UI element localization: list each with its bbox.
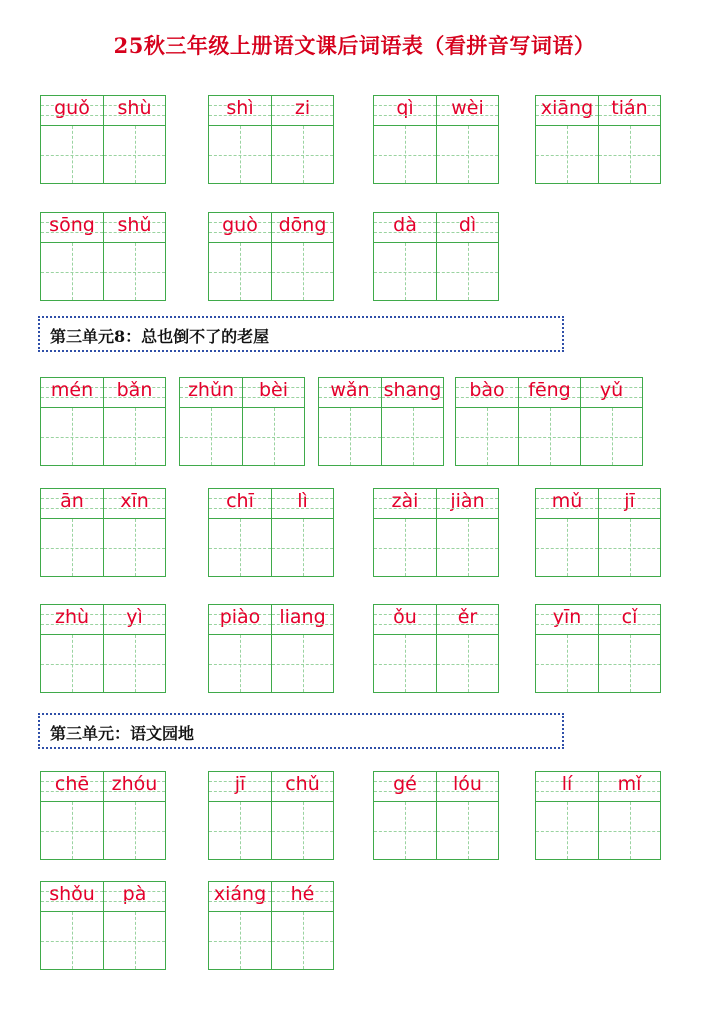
word-box	[535, 604, 661, 693]
char-cell	[209, 882, 271, 969]
word-box	[208, 881, 334, 970]
char-cell	[381, 378, 443, 465]
word-box	[535, 95, 661, 184]
writing-grid[interactable]	[180, 408, 242, 465]
writing-grid[interactable]	[41, 912, 103, 969]
writing-grid[interactable]	[437, 126, 498, 183]
writing-grid[interactable]	[104, 912, 165, 969]
pinyin-label: dà	[393, 214, 417, 236]
char-cell	[103, 96, 165, 183]
char-cell	[103, 213, 165, 300]
char-cell	[518, 378, 580, 465]
char-cell	[436, 605, 498, 692]
writing-grid[interactable]	[319, 408, 381, 465]
writing-grid[interactable]	[104, 243, 165, 300]
writing-grid[interactable]	[374, 126, 436, 183]
writing-grid[interactable]	[536, 635, 598, 692]
pinyin-label: shǔ	[117, 214, 152, 236]
char-cell	[180, 378, 242, 465]
char-cell	[374, 772, 436, 859]
writing-grid[interactable]	[104, 802, 165, 859]
writing-grid[interactable]	[41, 802, 103, 859]
char-cell	[271, 772, 333, 859]
section-header	[38, 713, 564, 749]
pinyin-label: mén	[50, 379, 94, 401]
char-cell	[209, 213, 271, 300]
writing-grid[interactable]	[382, 408, 443, 465]
char-cell	[242, 378, 304, 465]
pinyin-label: jī	[234, 773, 246, 795]
char-cell	[319, 378, 381, 465]
pinyin-label: liang	[279, 606, 326, 628]
word-box	[40, 377, 166, 466]
writing-grid[interactable]	[536, 126, 598, 183]
word-box	[208, 488, 334, 577]
pinyin-label: sōng	[49, 214, 95, 236]
pinyin-label: dōng	[278, 214, 327, 236]
writing-grid[interactable]	[374, 243, 436, 300]
pinyin-label: shǒu	[49, 883, 95, 905]
pinyin-label: shang	[383, 379, 442, 401]
char-cell	[598, 96, 660, 183]
writing-grid[interactable]	[209, 912, 271, 969]
writing-grid[interactable]	[41, 126, 103, 183]
pinyin-label: jiàn	[450, 490, 485, 512]
pinyin-label: dì	[458, 214, 477, 236]
writing-grid[interactable]	[272, 519, 333, 576]
word-box	[208, 604, 334, 693]
writing-grid[interactable]	[209, 635, 271, 692]
pinyin-label: qì	[396, 97, 414, 119]
writing-grid[interactable]	[209, 802, 271, 859]
word-box	[40, 771, 166, 860]
char-cell	[436, 96, 498, 183]
char-cell	[41, 772, 103, 859]
char-cell	[598, 489, 660, 576]
pinyin-label: mǐ	[617, 773, 642, 795]
char-cell	[271, 213, 333, 300]
word-box	[179, 377, 305, 466]
writing-grid[interactable]	[272, 635, 333, 692]
writing-grid[interactable]	[536, 519, 598, 576]
char-cell	[580, 378, 642, 465]
char-cell	[436, 772, 498, 859]
word-box	[373, 488, 499, 577]
pinyin-label: zhǔn	[187, 379, 235, 401]
writing-grid[interactable]	[41, 635, 103, 692]
pinyin-label: xiáng	[213, 883, 267, 905]
pinyin-label: bào	[469, 379, 505, 401]
pinyin-label: zi	[294, 97, 311, 119]
writing-grid[interactable]	[104, 408, 165, 465]
word-box	[40, 212, 166, 301]
pinyin-label: xīn	[120, 490, 149, 512]
pinyin-label: chē	[54, 773, 90, 795]
writing-grid[interactable]	[437, 243, 498, 300]
writing-grid[interactable]	[272, 802, 333, 859]
word-box	[455, 377, 643, 466]
pinyin-label: wèi	[451, 97, 484, 119]
writing-grid[interactable]	[209, 126, 271, 183]
pinyin-label: jī	[624, 490, 635, 512]
pinyin-label: shù	[117, 97, 152, 119]
char-cell	[536, 489, 598, 576]
char-cell	[536, 605, 598, 692]
char-cell	[41, 96, 103, 183]
char-cell	[271, 882, 333, 969]
writing-grid[interactable]	[41, 519, 103, 576]
word-box	[373, 212, 499, 301]
pinyin-label: hé	[290, 883, 315, 905]
pinyin-label: cǐ	[621, 606, 638, 628]
word-box	[40, 881, 166, 970]
writing-grid[interactable]	[209, 243, 271, 300]
char-cell	[456, 378, 518, 465]
pinyin-label: yīn	[552, 606, 582, 628]
pinyin-label: xiāng	[540, 97, 594, 119]
word-box	[208, 95, 334, 184]
writing-grid[interactable]	[581, 408, 642, 465]
pinyin-label: pà	[122, 883, 147, 905]
pinyin-label: bǎn	[116, 379, 153, 401]
char-cell	[536, 772, 598, 859]
word-box	[40, 95, 166, 184]
writing-grid[interactable]	[104, 635, 165, 692]
char-cell	[209, 489, 271, 576]
char-cell	[41, 489, 103, 576]
pinyin-label: zài	[391, 490, 419, 512]
char-cell	[436, 489, 498, 576]
writing-grid[interactable]	[272, 126, 333, 183]
pinyin-label: fēng	[528, 379, 571, 401]
char-cell	[209, 605, 271, 692]
pinyin-label: zhóu	[111, 773, 158, 795]
pinyin-label: chī	[226, 490, 254, 512]
pinyin-label: ǒu	[393, 606, 417, 628]
char-cell	[536, 96, 598, 183]
writing-grid[interactable]	[374, 635, 436, 692]
pinyin-label: piào	[219, 606, 261, 628]
pinyin-label: wǎn	[330, 379, 370, 401]
writing-grid[interactable]	[519, 408, 580, 465]
char-cell	[209, 772, 271, 859]
pinyin-label: lóu	[453, 773, 482, 795]
char-cell	[103, 378, 165, 465]
writing-grid[interactable]	[599, 802, 660, 859]
word-box	[373, 604, 499, 693]
word-box	[40, 604, 166, 693]
writing-grid[interactable]	[536, 802, 598, 859]
char-cell	[374, 489, 436, 576]
char-cell	[271, 489, 333, 576]
word-box	[535, 771, 661, 860]
pinyin-label: chǔ	[285, 773, 320, 795]
pinyin-label: zhù	[54, 606, 90, 628]
writing-grid[interactable]	[104, 519, 165, 576]
section-title: 第三单元：语文园地	[50, 724, 195, 743]
pinyin-label: ān	[60, 490, 84, 512]
pinyin-label: bèi	[258, 379, 289, 401]
writing-grid[interactable]	[437, 519, 498, 576]
section-title: 第三单元8：总也倒不了的老屋	[50, 327, 270, 346]
char-cell	[436, 213, 498, 300]
page-title: 25秋三年级上册语文课后词语表（看拼音写词语）	[113, 33, 596, 58]
word-box	[373, 771, 499, 860]
char-cell	[41, 605, 103, 692]
char-cell	[209, 96, 271, 183]
char-cell	[271, 96, 333, 183]
writing-grid[interactable]	[456, 408, 518, 465]
writing-grid[interactable]	[599, 635, 660, 692]
word-box	[318, 377, 444, 466]
pinyin-label: lí	[561, 773, 573, 795]
writing-grid[interactable]	[104, 126, 165, 183]
writing-grid[interactable]	[272, 243, 333, 300]
char-cell	[103, 605, 165, 692]
char-cell	[41, 882, 103, 969]
char-cell	[598, 605, 660, 692]
writing-grid[interactable]	[599, 126, 660, 183]
pinyin-label: gé	[393, 773, 417, 795]
pinyin-label: yì	[126, 606, 143, 628]
writing-grid[interactable]	[209, 519, 271, 576]
word-box	[535, 488, 661, 577]
word-box	[373, 95, 499, 184]
word-box	[40, 488, 166, 577]
writing-grid[interactable]	[437, 635, 498, 692]
writing-grid[interactable]	[243, 408, 304, 465]
writing-grid[interactable]	[41, 408, 103, 465]
pinyin-label: guò	[222, 214, 258, 236]
word-box	[208, 771, 334, 860]
char-cell	[103, 772, 165, 859]
char-cell	[103, 882, 165, 969]
writing-grid[interactable]	[374, 519, 436, 576]
section-header	[38, 316, 564, 352]
pinyin-label: ěr	[457, 606, 478, 628]
char-cell	[41, 213, 103, 300]
char-cell	[271, 605, 333, 692]
writing-grid[interactable]	[599, 519, 660, 576]
char-cell	[103, 489, 165, 576]
pinyin-label: shì	[226, 97, 254, 119]
pinyin-label: mǔ	[551, 490, 583, 512]
writing-grid[interactable]	[272, 912, 333, 969]
pinyin-label: lì	[297, 490, 308, 512]
pinyin-label: tián	[611, 97, 648, 119]
char-cell	[598, 772, 660, 859]
char-cell	[374, 605, 436, 692]
pinyin-label: guǒ	[54, 97, 90, 119]
writing-grid[interactable]	[374, 802, 436, 859]
pinyin-label: yǔ	[599, 379, 624, 401]
char-cell	[374, 213, 436, 300]
word-box	[208, 212, 334, 301]
writing-grid[interactable]	[437, 802, 498, 859]
writing-grid[interactable]	[41, 243, 103, 300]
char-cell	[374, 96, 436, 183]
char-cell	[41, 378, 103, 465]
